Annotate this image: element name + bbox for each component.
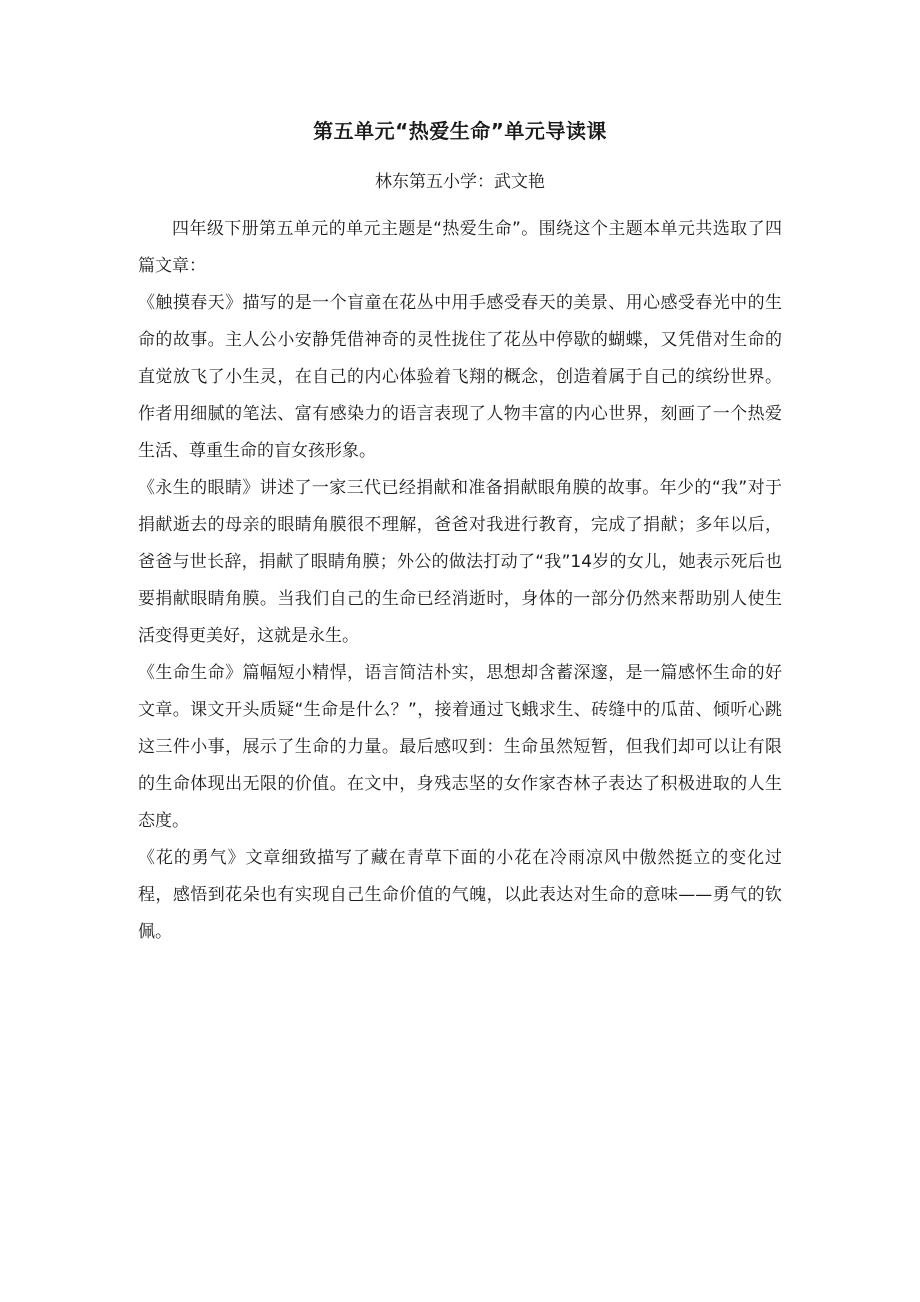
paragraph-flower-courage: 《花的勇气》文章细致描写了藏在青草下面的小花在冷雨凉风中傲然挺立的变化过程，感悟到花朵也有实现自己生命价值的气魄，以此表达对生命的意味——勇气的钦佩。 [138, 848, 782, 942]
document-author: 林东第五小学：武文艳 [375, 172, 545, 192]
paragraph-touch-spring: 《触摸春天》描写的是一个盲童在花丛中用手感受春天的美景、用心感受春光中的生命的故事。主人公小安静凭借神奇的灵性拢住了花丛中停歇的蝴蝶，又凭借对生命的直觉放飞了小生灵，在自己的内心体验着飞翔的概念，创造着属于自己的缤纷世界。作者用细腻的笔法、富有感染力的语言表现了人物丰富的内心世界，刻画了一个热爱生活、尊重生命的盲女孩形象。 [138, 293, 782, 461]
document-title: 第五单元“热爱生命”单元导读课 [313, 119, 607, 143]
paragraph-life-life: 《生命生命》篇幅短小精悍，语言简洁朴实，思想却含蓄深邃，是一篇感怀生命的好文章。课文开头质疑“生命是什么？”，接着通过飞蛾求生、砖缝中的瓜苗、倾听心跳这三件小事，展示了生命的力量。最后感叹到：生命虽然短暂，但我们却可以让有限的生命体现出无限的价值。在文中，身残志坚的女作家杏林子表达了积极进取的人生态度。 [138, 663, 782, 831]
paragraph-eternal-eyes: 《永生的眼睛》讲述了一家三代已经捐献和准备捐献眼角膜的故事。年少的“我”对于捐献逝去的母亲的眼睛角膜很不理解，爸爸对我进行教育，完成了捐献；多年以后，爸爸与世长辞，捐献了眼睛角膜；外公的做法打动了“我”14岁的女儿，她表示死后也要捐献眼睛角膜。当我们自己的生命已经消逝时，身体的一部分仍然来帮助别人使生活变得更美好，这就是永生。 [138, 478, 782, 646]
document-body [138, 211, 782, 951]
paragraph-intro: 四年级下册第五单元的单元主题是“热爱生命”。围绕这个主题本单元共选取了四篇文章： [138, 219, 782, 276]
